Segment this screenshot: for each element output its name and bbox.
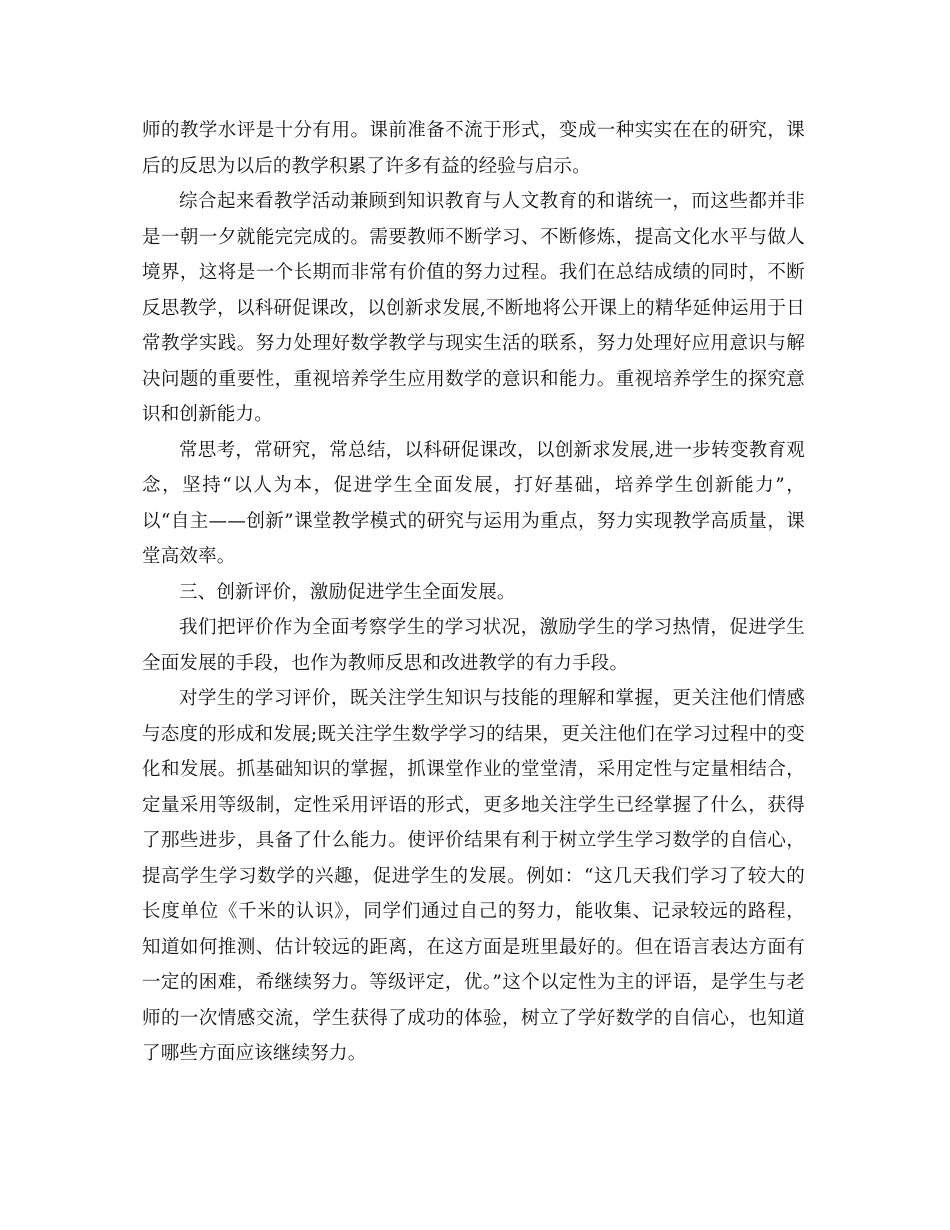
- paragraph: 常思考，常研究，常总结，以科研促课改，以创新求发展,进一步转变教育观念，坚持“以人为本，促进学生全面发展，打好基础，培养学生创新能力”，以“自主——创新”课堂教学模式的研究与运用为重点，努力实现教学高质量，课堂高效率。: [142, 439, 805, 567]
- paragraph: 师的教学水评是十分有用。课前准备不流于形式，变成一种实实在在的研究，课后的反思为以后的教学积累了许多有益的经验与启示。: [142, 120, 805, 177]
- paragraph: 我们把评价作为全面考察学生的学习状况，激励学生的学习热情，促进学生全面发展的手段，也作为教师反思和改进教学的有力手段。: [142, 617, 805, 674]
- paragraph: 对学生的学习评价，既关注学生知识与技能的理解和掌握，更关注他们情感与态度的形成和发展;既关注学生数学学习的结果，更关注他们在学习过程中的变化和发展。抓基础知识的掌握，抓课堂作业的堂堂清，采用定性与定量相结合，定量采用等级制，定性采用评语的形式，更多地关注学生已经掌握了什么，获得了那些进步，具备了什么能力。使评价结果有利于树立学生学习数学的自信心，提高学生学习数学的兴趣，促进学生的发展。例如：“这几天我们学习了较大的长度单位《千米的认识》，同学们通过自己的努力，能收集、记录较远的路程，知道如何推测、估计较远的距离，在这方面是班里最好的。但在语言表达方面有一定的困难，希继续努力。等级评定，优。”这个以定性为主的评语，是学生与老师的一次情感交流，学生获得了成功的体验，树立了学好数学的自信心，也知道了哪些方面应该继续努力。: [142, 688, 805, 1064]
- paragraph: 综合起来看教学活动兼顾到知识教育与人文教育的和谐统一，而这些都并非是一朝一夕就能完完成的。需要教师不断学习、不断修炼，提高文化水平与做人境界，这将是一个长期而非常有价值的努力过程。我们在总结成绩的同时，不断反思教学，以科研促课改，以创新求发展,不断地将公开课上的精华延伸运用于日常教学实践。努力处理好数学教学与现实生活的联系，努力处理好应用意识与解决问题的重要性，重视培养学生应用数学的意识和能力。重视培养学生的探究意识和创新能力。: [142, 191, 805, 425]
- section-heading: 三、创新评价，激励促进学生全面发展。: [179, 581, 516, 603]
- document-body: [142, 113, 805, 1072]
